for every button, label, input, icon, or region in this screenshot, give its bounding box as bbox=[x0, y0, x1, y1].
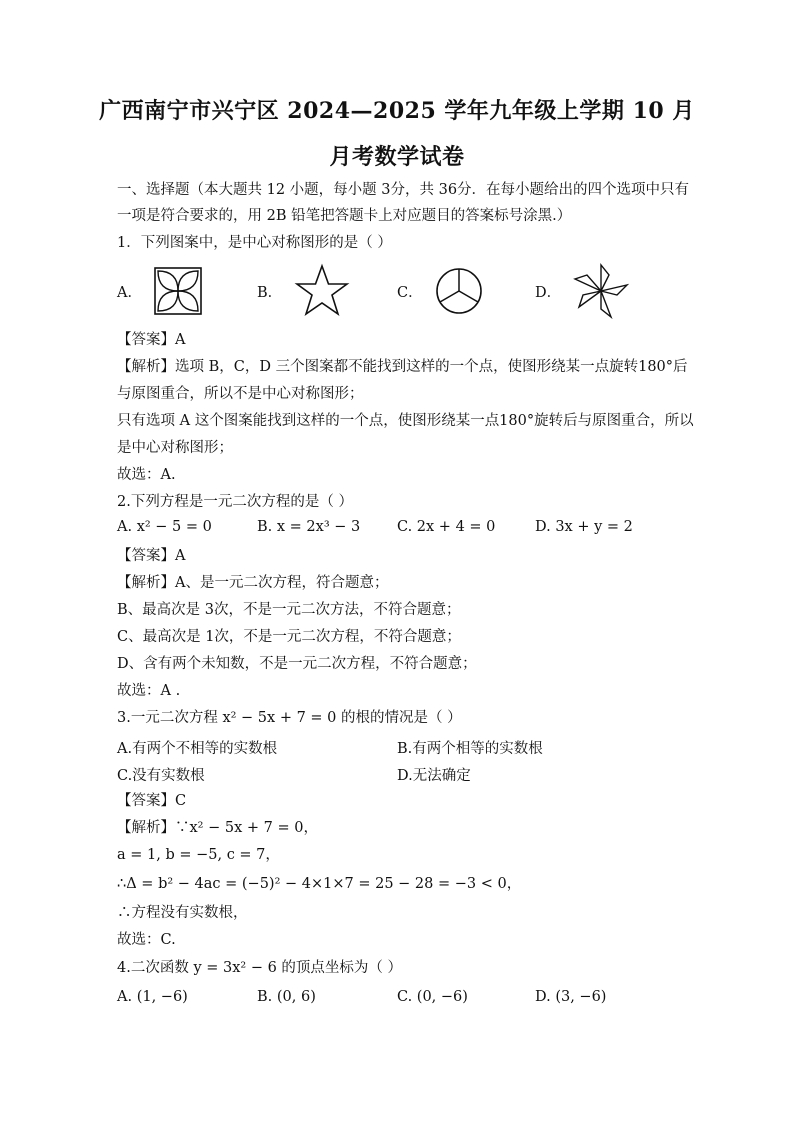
q1-option-b-label: B． bbox=[257, 284, 283, 301]
q2-option-a: A. x² − 5 = 0 bbox=[117, 519, 212, 535]
q1-option-a-label: A． bbox=[117, 284, 142, 301]
section-intro-line1: 一、选择题（本大题共 12 小题，每小题 3分，共 36分．在每小题给出的四个选项中只有 bbox=[117, 182, 690, 198]
q1-analysis-line4: 是中心对称图形； bbox=[117, 440, 233, 456]
q3-analysis-line3: ∴Δ = b² − 4ac = (−5)² − 4×1×7 = 25 − 28 = −3 < 0， bbox=[117, 876, 522, 892]
q2-option-c: C. 2x + 4 = 0 bbox=[397, 519, 496, 535]
exam-title-line2: 月考数学试卷 bbox=[329, 144, 465, 170]
q4-option-a: A. (1, −6) bbox=[117, 989, 188, 1005]
q4-stem: 4.二次函数 y = 3x² − 6 的顶点坐标为（ ） bbox=[117, 960, 403, 976]
q4-option-b: B. (0, 6) bbox=[257, 989, 316, 1005]
section-intro-line2: 一项是符合要求的，用 2B 铅笔把答题卡上对应题目的答案标号涂黑.） bbox=[117, 208, 572, 224]
q3-option-c: C.没有实数根 bbox=[117, 768, 205, 784]
q3-analysis-line2: a = 1, b = −5, c = 7， bbox=[117, 847, 280, 863]
q1-conclusion: 故选：A. bbox=[117, 467, 176, 483]
q2-analysis-line4: D、含有两个未知数，不是一元二次方程，不符合题意； bbox=[117, 656, 477, 672]
q2-stem: 2.下列方程是一元二次方程的是（ ） bbox=[117, 494, 353, 510]
q3-answer: 【答案】C bbox=[117, 793, 187, 809]
q1-option-c-label: C． bbox=[397, 284, 423, 301]
q3-option-a: A.有两个不相等的实数根 bbox=[117, 741, 278, 757]
q2-analysis-line2: B、最高次是 3次，不是一元二次方法，不符合题意； bbox=[117, 602, 461, 618]
divided-circle-icon bbox=[433, 265, 485, 317]
q4-option-d: D. (3, −6) bbox=[535, 989, 607, 1005]
q3-option-d: D.无法确定 bbox=[397, 768, 471, 784]
q2-conclusion: 故选：A . bbox=[117, 683, 181, 699]
q1-option-c bbox=[397, 259, 485, 323]
q2-analysis-line1: 【解析】A、是一元二次方程，符合题意； bbox=[117, 575, 389, 591]
star-icon bbox=[292, 263, 352, 319]
q3-analysis-line1: 【解析】∵x² − 5x + 7 = 0， bbox=[117, 820, 318, 836]
q1-analysis-line1: 【解析】选项 B，C，D 三个图案都不能找到这样的一个点，使图形绕某一点旋转180°后 bbox=[117, 359, 688, 375]
q2-option-d: D. 3x + y = 2 bbox=[535, 519, 633, 535]
q1-option-d bbox=[535, 259, 631, 323]
q3-option-b: B.有两个相等的实数根 bbox=[397, 741, 543, 757]
q2-analysis-line3: C、最高次是 1次，不是一元二次方程，不符合题意； bbox=[117, 629, 461, 645]
q1-stem: 1．下列图案中，是中心对称图形的是（ ） bbox=[117, 235, 392, 251]
square-flower-icon bbox=[152, 265, 204, 317]
q3-analysis-line4: ∴方程没有实数根， bbox=[117, 905, 248, 921]
q1-answer: 【答案】A bbox=[117, 332, 186, 348]
q1-analysis-line2: 与原图重合，所以不是中心对称图形； bbox=[117, 386, 364, 402]
q1-analysis-line3: 只有选项 A 这个图案能找到这样的一个点，使图形绕某一点180°旋转后与原图重合，所以 bbox=[117, 413, 694, 429]
q3-conclusion: 故选：C. bbox=[117, 932, 176, 948]
q1-option-a bbox=[117, 259, 204, 323]
q3-stem: 3.一元二次方程 x² − 5x + 7 = 0 的根的情况是（ ） bbox=[117, 710, 462, 726]
q1-option-d-label: D． bbox=[535, 284, 562, 301]
pinwheel-icon bbox=[571, 261, 631, 321]
q2-answer: 【答案】A bbox=[117, 548, 186, 564]
q1-option-b bbox=[257, 259, 352, 323]
q1-options bbox=[117, 259, 717, 323]
q2-option-b: B. x = 2x³ − 3 bbox=[257, 519, 361, 535]
exam-title-line1: 广西南宁市兴宁区 2024—2025 学年九年级上学期 10 月 bbox=[99, 98, 695, 124]
q4-option-c: C. (0, −6) bbox=[397, 989, 468, 1005]
